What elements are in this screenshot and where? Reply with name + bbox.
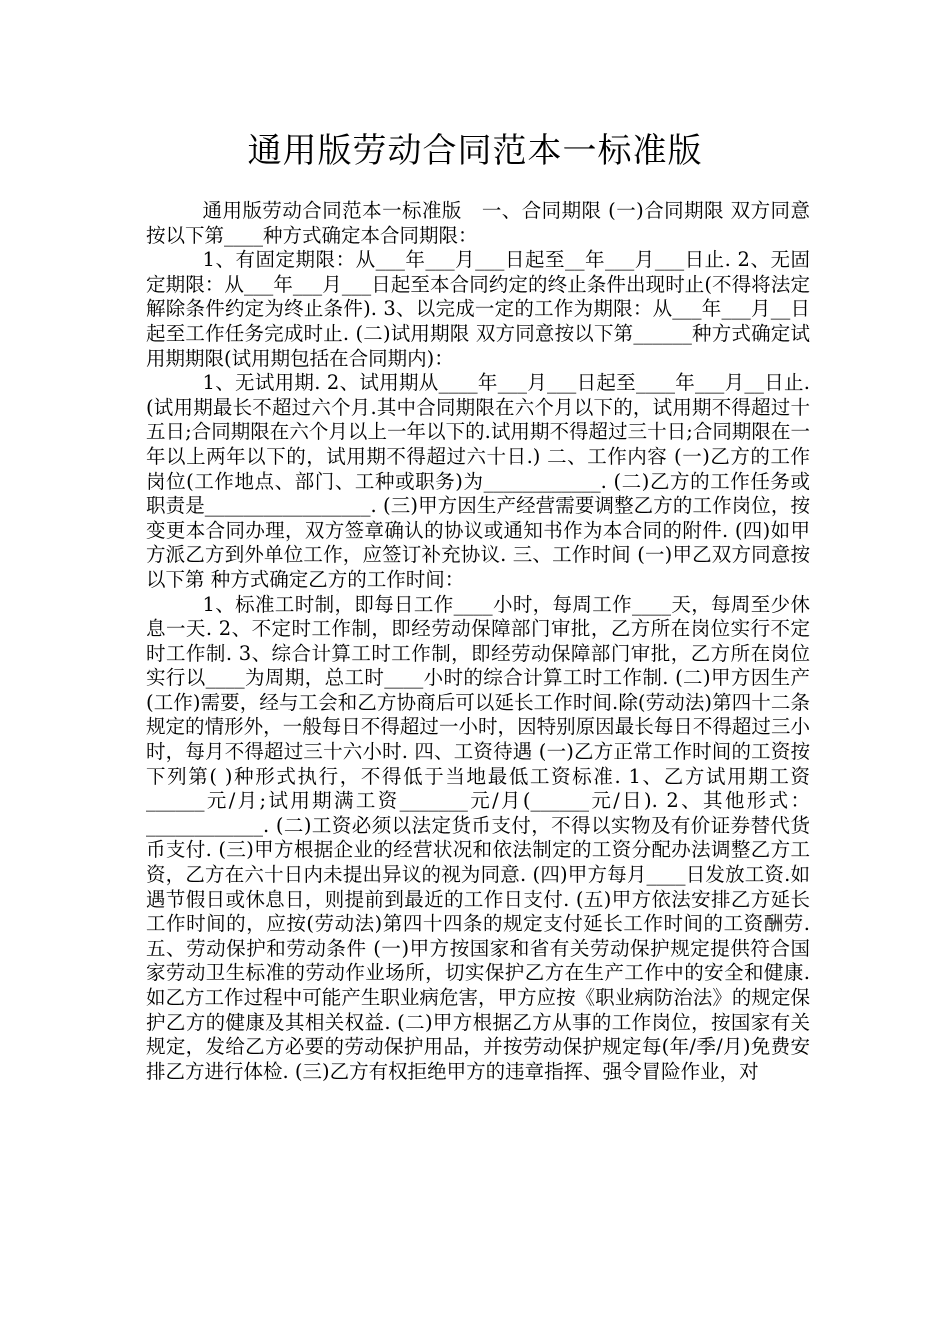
paragraph: 1、无试用期. 2、试用期从____年___月___日起至____年___月__日止. (试用期最长不超过六个月.其中合同期限在六个月以下的，试用期不得超过十五日;合同期限在六个月以上一年以下的.试用期不得超过三十日;合同期限在一年以上两年以下的，试用期不得超过六十日.) 二、工作内容 (一)乙方的工作岗位(工作地点、部门、工种或职务)为____________. (二)乙方的工作任务或职责是_________________. (三)甲方因生产经营需要调整乙方的工作岗位，按变更本合同办理，双方签章确认的协议或通知书作为本合同的附件. (四)如甲方派乙方到外单位工作，应签订补充协议. 三、工作时间 (一)甲乙双方同意按以下第 种方式确定乙方的工作时间：: [146, 371, 810, 591]
document-title: 通用版劳动合同范本一标准版: [247, 131, 703, 171]
document-body: [146, 199, 810, 1084]
paragraph: 1、标准工时制，即每日工作____小时，每周工作____天，每周至少休息一天. 2、不定时工作制，即经劳动保障部门审批，乙方所在岗位实行不定时工作制. 3、综合计算工时工作制，即经劳动保障部门审批，乙方所在岗位实行以____为周期，总工时____小时的综合计算工时工作制. (二)甲方因生产(工作)需要，经与工会和乙方协商后可以延长工作时间.除(劳动法)第四十二条规定的情形外，一般每日不得超过一小时，因特别原因最长每日不得超过三小时，每月不得超过三十六小时. 四、工资待遇 (一)乙方正常工作时间的工资按下列第( )种形式执行，不得低于当地最低工资标准. 1、乙方试用期工资______元/月;试用期满工资_______元/月(______元/日). 2、其他形式：____________. (二)工资必须以法定货币支付，不得以实物及有价证券替代货币支付. (三)甲方根据企业的经营状况和依法制定的工资分配办法调整乙方工资，乙方在六十日内未提出异议的视为同意. (四)甲方每月____日发放工资.如遇节假日或休息日，则提前到最近的工作日支付. (五)甲方依法安排乙方延长工作时间的，应按(劳动法)第四十四条的规定支付延长工作时间的工资酬劳. 五、劳动保护和劳动条件 (一)甲方按国家和省有关劳动保护规定提供符合国家劳动卫生标准的劳动作业场所，切实保护乙方在生产工作中的安全和健康.如乙方工作过程中可能产生职业病危害，甲方应按《职业病防治法》的规定保护乙方的健康及其相关权益. (二)甲方根据乙方从事的工作岗位，按国家有关规定，发给乙方必要的劳动保护用品，并按劳动保护规定每(年/季/月)免费安排乙方进行体检. (三)乙方有权拒绝甲方的违章指挥、强令冒险作业，对: [146, 592, 810, 1083]
paragraph: 通用版劳动合同范本一标准版 一、合同期限 (一)合同期限 双方同意按以下第____种方式确定本合同期限：: [146, 199, 810, 247]
paragraph: 1、有固定期限：从___年___月___日起至__年___月___日止. 2、无固定期限：从___年___月___日起至本合同约定的终止条件出现时止(不得将法定解除条件约定为终止条件). 3、以完成一定的工作为期限：从___年___月__日起至工作任务完成时止. (二)试用期限 双方同意按以下第______种方式确定试用期期限(试用期包括在合同期内)：: [146, 248, 810, 370]
